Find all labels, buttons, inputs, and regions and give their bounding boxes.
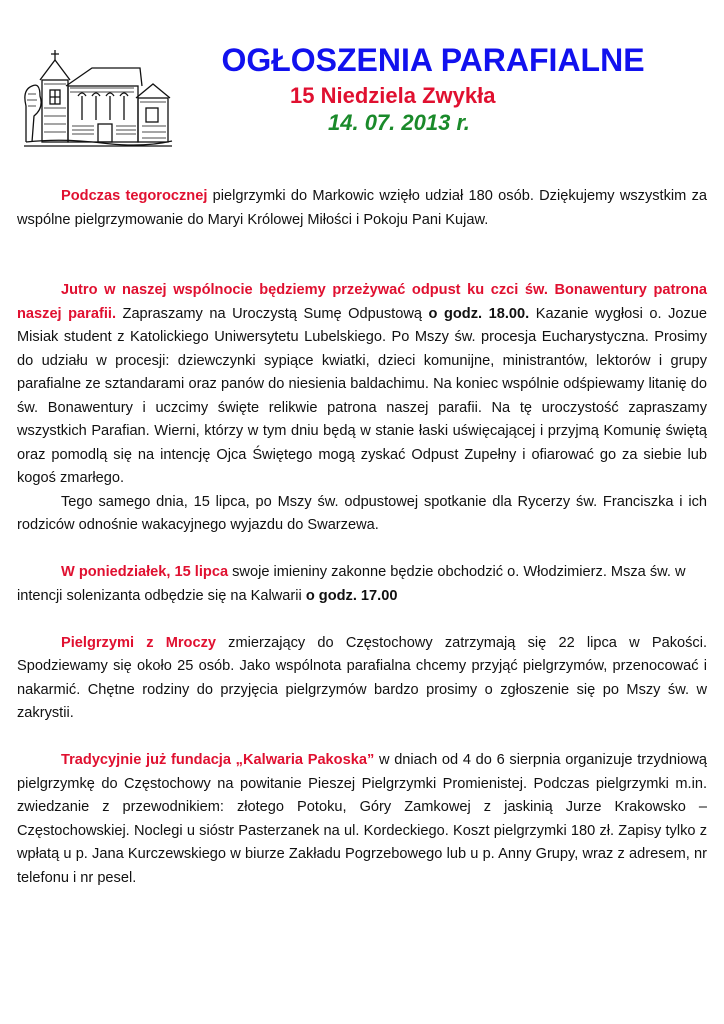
announcement-lead: W poniedziałek, 15 lipca: [61, 564, 229, 580]
announcement-pilgrimage-markowice: [17, 185, 707, 232]
announcement-czestochowa-trip: [17, 749, 707, 890]
announcement-text: swoje imieniny zakonne będzie obchodzić o. Włodzimierz. Msza św. w intencji solenizanta odbędzie się na Kalwarii: [17, 564, 686, 604]
announcement-time: o godz. 17.00: [305, 587, 398, 604]
announcement-text: Tego samego dnia, 15 lipca, po Mszy św. odpustowej spotkanie dla Rycerzy św. Franciszka i ich rodziców odnośnie wakacyjnego wyjazdu do Swarzewa.: [17, 493, 707, 533]
announcement-pilgrims-mrocza: [17, 632, 707, 726]
announcements-body: [17, 185, 707, 890]
page-subtitle: 15 Niedziela Zwykła: [290, 83, 496, 108]
announcement-lead: Jutro w naszej wspólnocie będziemy przeżywać odpust ku czci św. Bonawentury patrona naszej parafii.: [17, 282, 707, 322]
announcement-time: o godz. 18.00.: [428, 305, 530, 322]
announcement-indulgence: [17, 279, 707, 491]
announcement-knights-meeting: [17, 491, 707, 538]
announcement-lead: Pielgrzymi z Mroczy: [61, 634, 216, 651]
announcement-text: pielgrzymki do Markowic wzięło udział 180 osób. Dziękujemy wszystkim za wspólne pielgrzymowanie do Maryi Królowej Miłości i Pokoju Pani Kujaw.: [17, 188, 707, 228]
announcement-text: w dniach od 4 do 6 sierpnia organizuje trzydniową pielgrzymkę do Częstochowy na powitanie Pieszej Pielgrzymki Promienistej. Podczas pielgrzymki m.in. zwiedzanie z przewodnikiem: złotego Potoku, Góry Zamkowej z jaskinią Jurze Krakowsko – Częstochowskiej. Noclegi u sióstr Pasterzanek na ul. Kordeckiego. Koszt pielgrzymki 180 zł. Zapisy tylko z wpłatą u p. Jana Kurczewskiego w biurze Zakładu Pogrzebowego lub u p. Anny Grupy, wraz z adresem, nr telefonu i nr pesel.: [17, 752, 708, 886]
announcement-text: zmierzający do Częstochowy zatrzymają się 22 lipca w Pakości. Spodziewamy się około 25 osób. Jako wspólnota parafialna chcemy przyjąć pielgrzymów, przenocować i nakarmić. Chętne rodziny do przyjęcia pielgrzymów bardzo prosimy o zgłoszenie się po Mszy św. w zakrystii.: [17, 634, 707, 721]
announcement-lead: Podczas tegorocznej: [61, 188, 208, 204]
announcement-name-day: [17, 561, 707, 608]
page-title: OGŁOSZENIA PARAFIALNE: [221, 42, 645, 78]
page-date: 14. 07. 2013 r.: [328, 110, 470, 135]
church-illustration: [22, 46, 174, 150]
announcement-text: Kazanie wygłosi o. Jozue Misiak student z Katolickiego Uniwersytetu Lubelskiego. Po Mszy św. procesja Eucharystyczna. Prosimy do udziału w procesji: dziewczynki sypiące kwiatki, dzieci komunijne, ministrantów, lektorów i grupy parafialne ze sztandarami oraz panów do niesienia baldachimu. Na koniec wspólnie odśpiewamy litanię do św. Bonawentury i uczcimy święte relikwie patrona naszej parafii. Na tę uroczystość zapraszamy wszystkich Parafian. Wierni, którzy w tym dniu będą w stanie łaski uświęcającej i przyjmą Komunię świętą oraz pomodlą się na intencję Ojca Świętego mogą zyskać Odpust Zupełny i ofiarować go za siebie lub kogoś zmarłego.: [17, 305, 708, 486]
announcement-lead: Tradycyjnie już fundacja „Kalwaria Pakoska”: [61, 752, 375, 768]
announcement-text: Zapraszamy na Uroczystą Sumę Odpustową: [116, 305, 429, 322]
